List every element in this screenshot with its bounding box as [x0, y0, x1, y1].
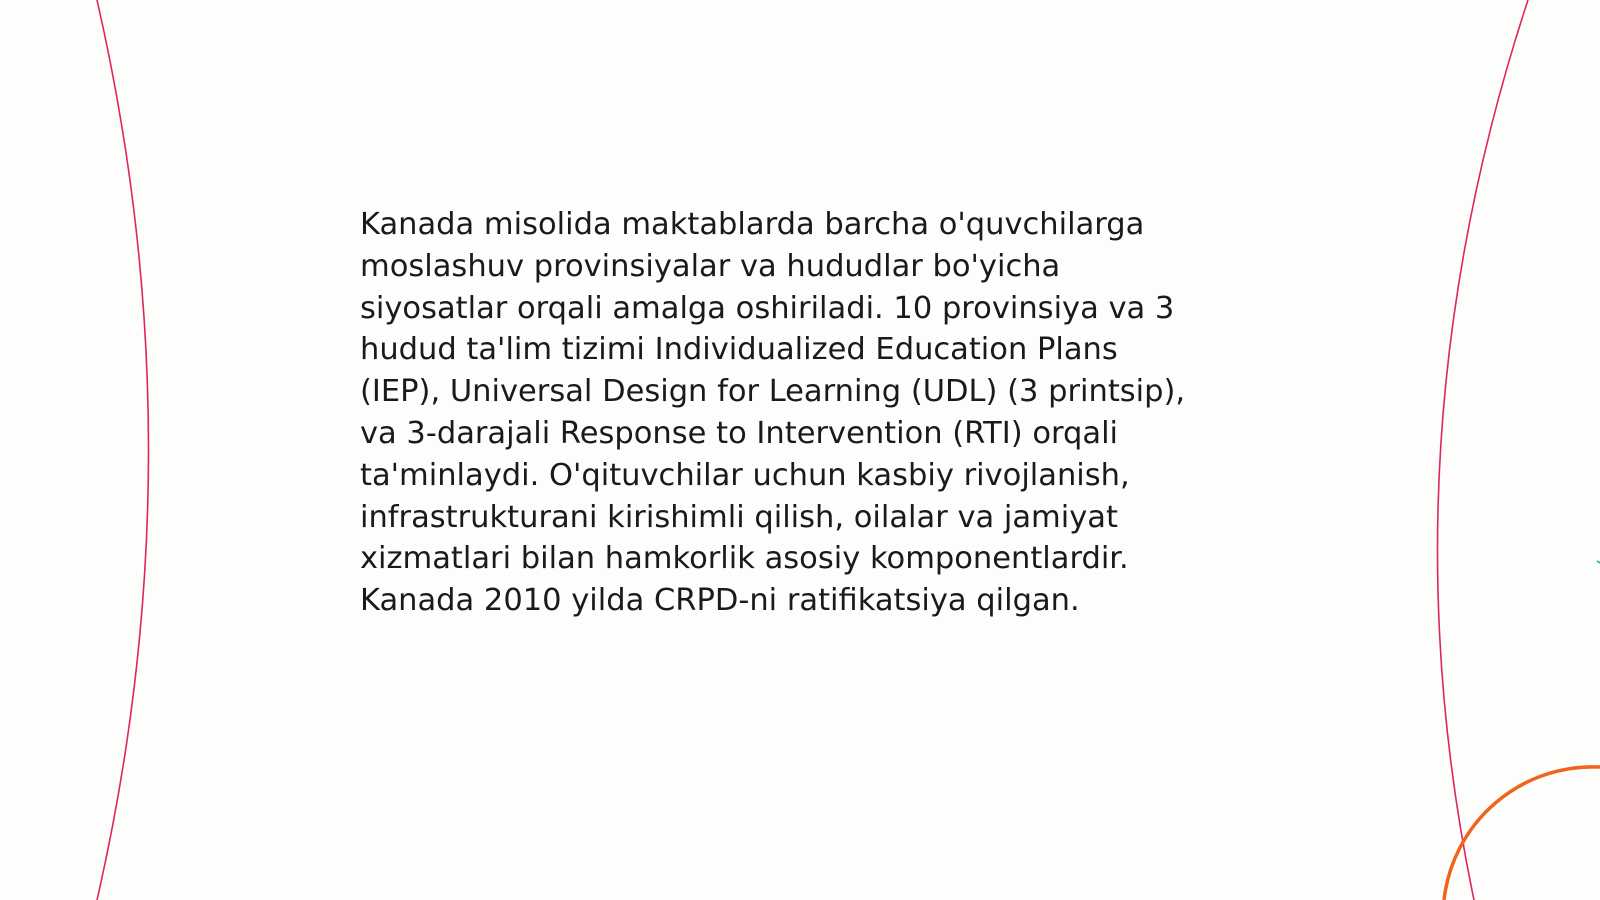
- paragraph-line: va 3-darajali Response to Intervention (RTI) orqali: [360, 415, 1119, 451]
- paragraph-line: siyosatlar orqali amalga oshiriladi. 10 provinsiya va 3: [360, 290, 1175, 326]
- paragraph-line: Kanada 2010 yilda CRPD-ni ratifikatsiya qilgan.: [360, 583, 1080, 619]
- paragraph-line: moslashuv provinsiyalar va hududlar bo'yicha: [360, 248, 1061, 284]
- body-paragraph: [360, 204, 1260, 622]
- paragraph-line: ta'minlaydi. O'qituvchilar uchun kasbiy rivojlanish,: [360, 457, 1130, 493]
- paragraph-line: Kanada misolida maktablarda barcha o'quvchilarga: [360, 207, 1145, 242]
- left-arc: [97, 0, 149, 900]
- paragraph-line: xizmatlari bilan hamkorlik asosiy komponentlardir.: [360, 541, 1129, 577]
- paragraph-line: infrastrukturani kirishimli qilish, oilalar va jamiyat: [360, 499, 1118, 535]
- paragraph-line: hudud ta'lim tizimi Individualized Education Plans: [360, 332, 1118, 368]
- paragraph-line: (IEP), Universal Design for Learning (UDL) (3 printsip),: [360, 374, 1186, 410]
- orange-circle-arc: [1444, 767, 1600, 900]
- right-arc: [1437, 0, 1528, 900]
